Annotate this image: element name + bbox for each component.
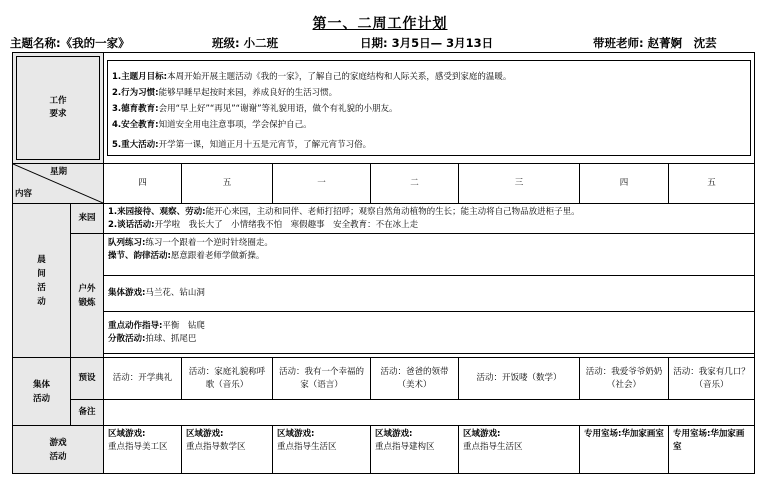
outdoor-exercise-label [71,234,104,358]
games-row [13,426,755,474]
activity-cell: 活动：我爱爷爷奶奶（社会） [580,358,669,400]
game-cell: 区域游戏: 重点指导美工区 [104,426,182,474]
games-label-1: 游戏 [49,437,67,448]
morning-label-char: 晨 [37,254,46,265]
group-label-1: 集体 [32,379,50,390]
note-label: 备注 [71,400,104,426]
document-title: 第一、二周工作计划 [312,16,448,32]
drill-line: 操节、韵律活动:愿意跟着老师学做新操。 [108,251,265,261]
games-label-2: 活动 [49,451,67,462]
drill-content [104,234,755,276]
morning-label-char: 动 [37,296,46,307]
class-name: 班级: 小二班 [212,36,279,50]
work-requirements-label [13,53,104,164]
work-label-2: 要求 [49,109,67,119]
group-label-2: 活动 [32,393,50,404]
arrival-line: 2.谈话活动:开学啦 我长大了 小情绪我不怕 寒假趣事 安全教育：不在冰上走 [108,219,419,230]
key-line: 重点动作指导:平衡 钻爬 [108,320,205,331]
game-cell: 专用室场:华加家画室 [669,426,755,474]
arrival-row [13,204,755,234]
work-requirements-content [104,53,755,164]
morning-label-char: 活 [37,282,46,293]
group-game-row [13,276,755,312]
drill-row [13,234,755,276]
day-header: 二 [371,164,459,204]
morning-label-char: 间 [37,268,46,279]
game-cell: 区域游戏: 重点指导生活区 [459,426,580,474]
day-header: 一 [273,164,371,204]
week-label: 星期 [50,167,68,177]
arrival-content [104,204,755,234]
day-header: 五 [669,164,755,204]
game-cell: 区域游戏: 重点指导生活区 [273,426,371,474]
day-header: 三 [459,164,580,204]
day-header: 四 [104,164,182,204]
game-cell: 专用室场:华加家画室 [580,426,669,474]
arrival-label: 来园 [71,204,104,234]
activity-cell: 活动：我有一个幸福的家（语言） [273,358,371,400]
activity-cell: 活动：开学典礼 [104,358,182,400]
teachers: 带班老师: 赵菁婀 沈芸 [593,36,717,50]
date-range: 日期: 3月5日— 3月13日 [360,36,494,50]
outdoor-label-1: 户外 [78,283,96,294]
work-item: 1.主题月目标:本周开始开展主题活动《我的一家》，了解自己的家庭结构和人际关系，感受到家庭的温暖。 [112,72,512,82]
content-label: 内容 [15,189,33,199]
work-item: 2.行为习惯:能够早睡早起按时来园，养成良好的生活习惯。 [112,88,338,98]
activity-cell: 活动：我家有几口？（音乐） [669,358,755,400]
week-header-row [13,164,755,204]
activity-cell: 活动：开饭喽（数学） [459,358,580,400]
activity-cell: 活动：家庭礼貌称呼歌（音乐） [182,358,273,400]
morning-activity-label [13,204,71,358]
key-line: 分散活动:拍球、抓尾巴 [108,333,197,344]
note-row [13,400,755,426]
game-cell: 区域游戏: 重点指导建构区 [371,426,459,474]
preset-label: 预设 [71,358,104,400]
games-label [13,426,104,474]
work-label-1: 工作 [49,96,67,106]
key-action-row [13,312,755,354]
week-content-header [13,164,104,204]
day-header: 四 [580,164,669,204]
weekly-plan-table [12,52,755,474]
outdoor-label-2: 锻炼 [78,297,96,308]
work-item: 4.安全教育:知道安全用电注意事项，学会保护自己。 [112,120,312,130]
work-requirements-row [13,53,755,164]
group-activity-label [13,358,71,426]
work-item: 3.德育教育:会用“早上好”“再见”“谢谢”等礼貌用语，做个有礼貌的小朋友。 [112,104,398,114]
group-game-content: 集体游戏:马兰花、钻山洞 [104,276,755,312]
work-item: 5.重大活动:开学第一课，知道正月十五是元宵节，了解元宵节习俗。 [112,140,372,150]
note-content [104,400,755,426]
game-cell: 区域游戏: 重点指导数学区 [182,426,273,474]
arrival-line: 1.来园接待、观察、劳动:能开心来园，主动和同伴、老师打招呼；观察自然角动植物的生长；能主动将自己物品放进柜子里。 [108,206,580,217]
preset-row [13,358,755,400]
day-header: 五 [182,164,273,204]
drill-line: 队列练习:练习一个跟着一个逆时针绕圈走。 [108,238,273,248]
activity-cell: 活动：爸爸的领带（美术） [371,358,459,400]
key-action-content [104,312,755,354]
theme-name: 主题名称:《我的一家》 [10,36,130,50]
